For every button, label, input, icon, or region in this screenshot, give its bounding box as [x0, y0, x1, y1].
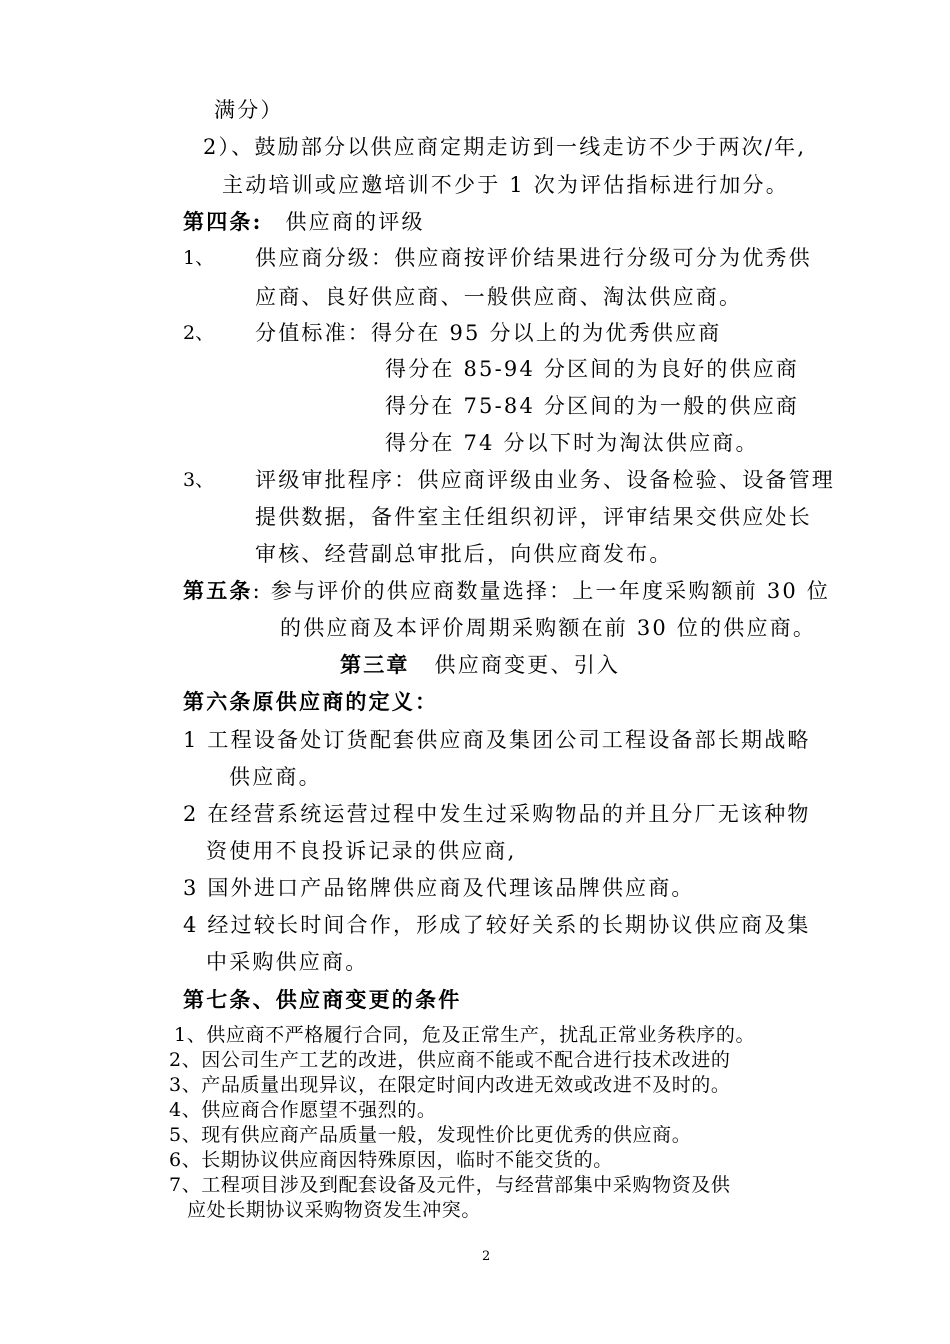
item-number: 2、 [183, 322, 215, 344]
text-line: 中采购供应商。 [206, 950, 369, 974]
text-line: 应处长期协议采购物资发生冲突。 [187, 1199, 482, 1221]
text-line: 分值标准：得分在 95 分以上的为优秀供应商 [255, 321, 722, 345]
text-line: 得分在 74 分以下时为淘汰供应商。 [385, 431, 759, 455]
item-number: 3、 [183, 469, 215, 491]
text-line: 3 国外进口产品铭牌供应商及代理该品牌供应商。 [183, 876, 695, 900]
text-line: 满分） [214, 98, 284, 122]
item-number: 1、 [183, 247, 215, 269]
text-line: 2）、鼓励部分以供应商定期走访到一线走访不少于两次/年, [203, 135, 807, 159]
text-line: 资使用不良投诉记录的供应商, [206, 839, 517, 863]
text-line: 得分在 85-94 分区间的为良好的供应商 [385, 357, 800, 381]
article-5-heading [183, 578, 830, 604]
text-line: 3、产品质量出现异议，在限定时间内改进无效或改进不及时的。 [169, 1074, 731, 1096]
text-line: 6、长期协议供应商因特殊原因，临时不能交货的。 [169, 1149, 613, 1171]
text-line: 1、供应商不严格履行合同，危及正常生产，扰乱正常业务秩序的。 [174, 1024, 756, 1046]
text-line: 主动培训或应邀培训不少于 1 次为评估指标进行加分。 [222, 173, 789, 197]
text-line: 4 经过较长时间合作，形成了较好关系的长期协议供应商及集 [183, 913, 811, 937]
text-line: 得分在 75-84 分区间的为一般的供应商 [385, 394, 800, 418]
text-line: 供应商分级：供应商按评价结果进行分级可分为优秀供 [255, 246, 812, 270]
text-line: 2、因公司生产工艺的改进，供应商不能或不配合进行技术改进的 [169, 1049, 731, 1071]
article-text: 供应商的评级 [285, 210, 425, 234]
text-line: 4、供应商合作愿望不强烈的。 [169, 1099, 437, 1121]
article-title: 第五条 [183, 578, 253, 603]
text-line: 5、现有供应商产品质量一般，发现性价比更优秀的供应商。 [169, 1124, 692, 1146]
text-line: 应商、良好供应商、一般供应商、淘汰供应商。 [255, 285, 743, 309]
text-line: 提供数据，备件室主任组织初评，评审结果交供应处长 [255, 505, 812, 529]
text-line: 的供应商及本评价周期采购额在前 30 位的供应商。 [280, 616, 817, 640]
article-text: : 参与评价的供应商数量选择：上一年度采购额前 30 位 [252, 579, 831, 603]
article-6-heading: 第六条原供应商的定义： [183, 689, 439, 714]
chapter-title: 第三章 [340, 652, 410, 677]
article-7-heading: 第七条、供应商变更的条件 [183, 987, 462, 1012]
chapter-heading [340, 652, 620, 678]
text-line: 审核、经营副总审批后，向供应商发布。 [255, 542, 673, 566]
page-number: 2 [482, 1249, 491, 1264]
text-line: 评级审批程序：供应商评级由业务、设备检验、设备管理 [255, 468, 835, 492]
text-line: 供应商。 [229, 765, 322, 789]
article-title: 第四条: [183, 209, 263, 234]
text-line: 1 工程设备处订货配套供应商及集团公司工程设备部长期战略 [183, 728, 811, 752]
text-line: 7、工程项目涉及到配套设备及元件，与经营部集中采购物资及供 [169, 1174, 731, 1196]
article-4-heading [183, 209, 425, 235]
text-line: 2 在经营系统运营过程中发生过采购物品的并且分厂无该种物 [183, 802, 811, 826]
chapter-text: 供应商变更、引入 [434, 653, 621, 677]
